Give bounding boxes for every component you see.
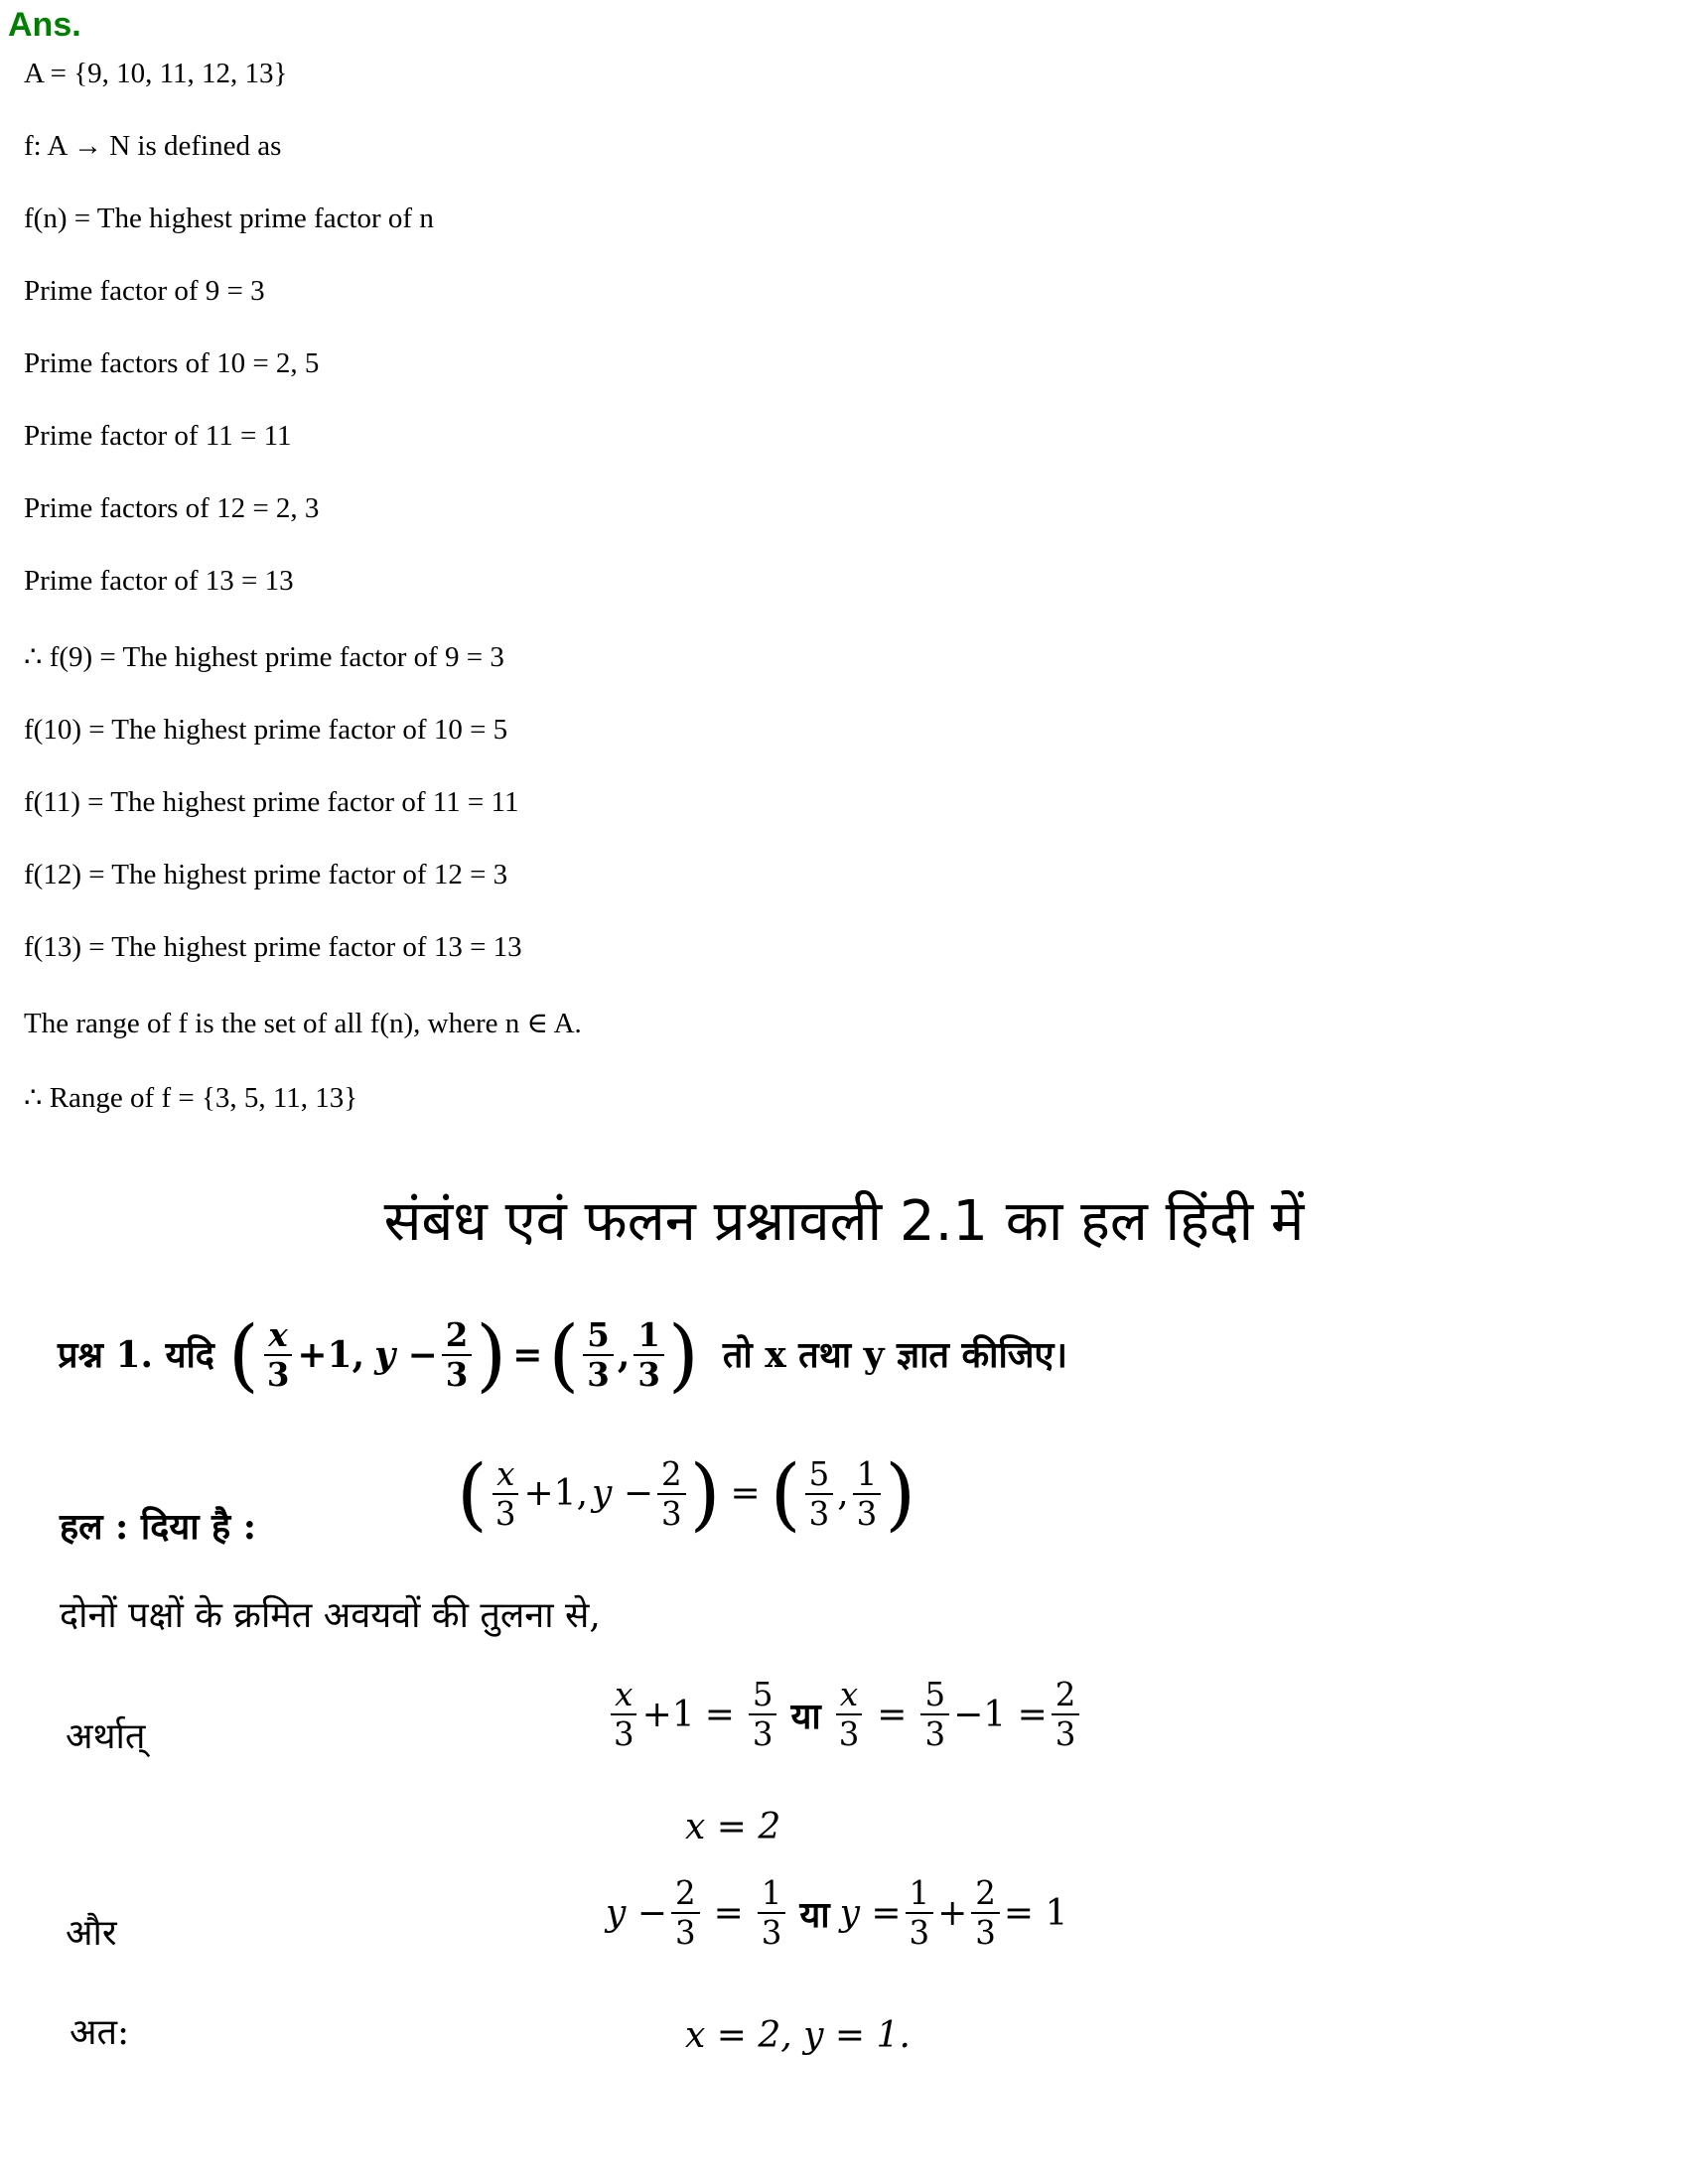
f-of-n-definition: f(n) = The highest prime factor of n — [24, 203, 434, 234]
fraction-1-over-3: $\frac{1}{3}$ — [633, 1318, 664, 1392]
f-9-value: ∴ f(9) = The highest prime factor of 9 = 3 — [24, 641, 504, 673]
question-1: प्रश्न 1. यदि ( $\frac{x}{3}$ +1, y − $\frac{2}{3}$ ) = ( $\frac{5}{3}$ , $\frac{1}{3}$ ) तो x तथा y ज्ञात कीजिए। — [58, 1308, 1068, 1401]
atah-label: अत: — [70, 2012, 130, 2053]
set-a-definition: A = {9, 10, 11, 12, 13} — [24, 58, 288, 89]
fraction-x-over-3: $\frac{x}{3}$ — [263, 1318, 294, 1392]
close-paren: ) — [476, 1308, 507, 1401]
given-label: हल : दिया है : — [60, 1506, 256, 1548]
equals-sign: = — [512, 1333, 543, 1376]
prime-factor-13: Prime factor of 13 = 13 — [24, 565, 294, 597]
question-prefix: प्रश्न 1. यदि — [58, 1333, 214, 1376]
f-12-value: f(12) = The highest prime factor of 12 = 3 — [24, 859, 508, 890]
arthat-label: अर्थात् — [66, 1716, 146, 1757]
open-paren: ( — [227, 1308, 259, 1401]
question-suffix: तो x तथा y ज्ञात कीजिए। — [722, 1333, 1068, 1376]
close-paren-rhs: ) — [667, 1308, 699, 1401]
f-11-value: f(11) = The highest prime factor of 11 = 11 — [24, 786, 519, 818]
fraction-2-over-3: $\frac{2}{3}$ — [442, 1318, 473, 1392]
function-definition: f: A → N is defined as — [24, 130, 282, 162]
prime-factor-12: Prime factors of 12 = 2, 3 — [24, 492, 320, 524]
plus-one: +1, — [297, 1333, 365, 1376]
range-description: The range of f is the set of all f(n), where n ∈ A. — [24, 1008, 582, 1039]
hindi-section-title: संबंध एवं फलन प्रश्नावली 2.1 का हल हिंदी में — [383, 1189, 1305, 1254]
x-equation: $\frac{x}{3}$ +1 = $\frac{5}{3}$ या $\frac{x}{3}$ = $\frac{5}{3}$ −1 = $\frac{2}{3}$ — [606, 1678, 1083, 1751]
given-equation: ( $\frac{x}{3}$ +1, y − $\frac{2}{3}$ ) = ( $\frac{5}{3}$ , $\frac{1}{3}$ ) — [457, 1447, 916, 1540]
prime-factor-9: Prime factor of 9 = 3 — [24, 275, 265, 307]
y-equation: y − $\frac{2}{3}$ = $\frac{1}{3}$ या y = $\frac{1}{3}$ + $\frac{2}{3}$ = 1 — [606, 1874, 1068, 1953]
comparison-text: दोनों पक्षों के क्रमित अवयवों की तुलना से, — [60, 1595, 601, 1636]
final-result: x = 2, y = 1. — [685, 2015, 911, 2056]
x-result: x = 2 — [685, 1807, 781, 1847]
open-paren-rhs: ( — [548, 1308, 580, 1401]
aur-label: और — [66, 1913, 117, 1954]
prime-factor-11: Prime factor of 11 = 11 — [24, 420, 292, 452]
f-13-value: f(13) = The highest prime factor of 13 = 13 — [24, 931, 522, 963]
y-minus: y − — [374, 1333, 438, 1376]
f-10-value: f(10) = The highest prime factor of 10 = 5 — [24, 714, 508, 746]
ans-label: Ans. — [8, 6, 81, 44]
range-result: ∴ Range of f = {3, 5, 11, 13} — [24, 1082, 358, 1114]
fraction-5-over-3: $\frac{5}{3}$ — [583, 1318, 614, 1392]
prime-factor-10: Prime factors of 10 = 2, 5 — [24, 347, 320, 379]
